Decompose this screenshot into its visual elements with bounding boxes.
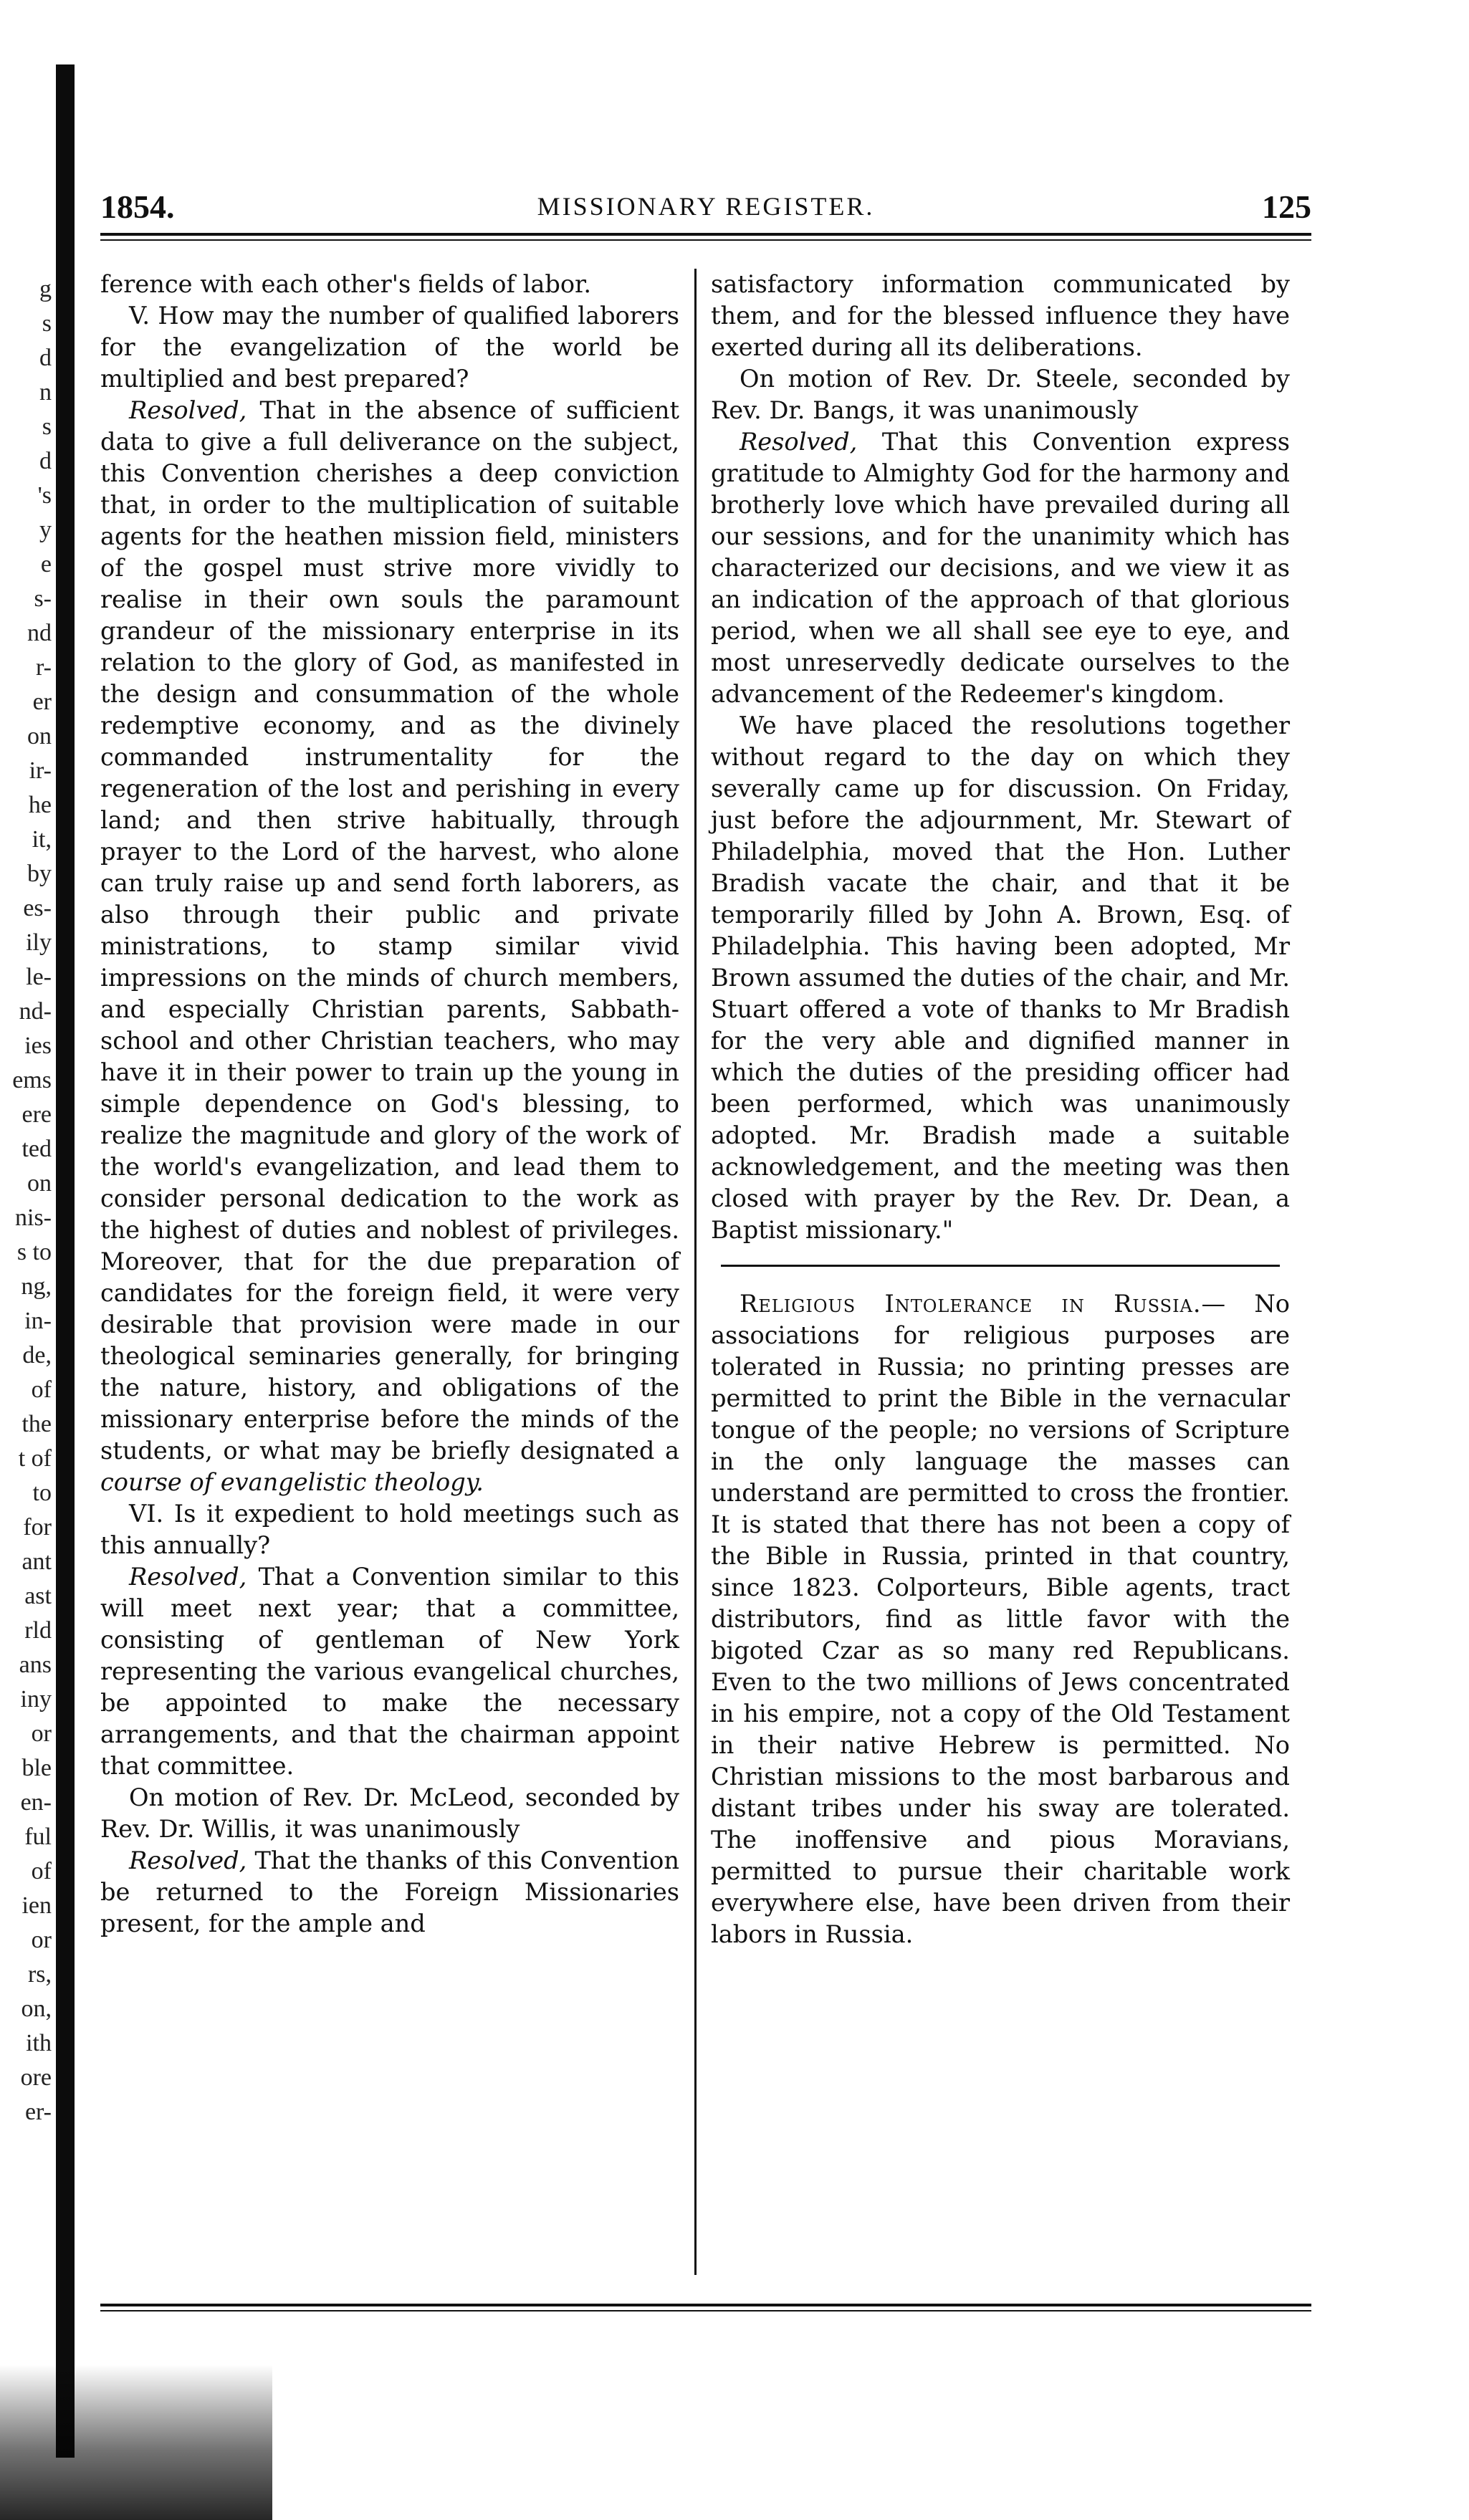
margin-fragment: or xyxy=(31,1720,52,1747)
resolution xyxy=(100,1845,679,1940)
book-spine-shadow xyxy=(56,64,75,2458)
margin-fragment: ore xyxy=(20,2064,52,2091)
header-rule xyxy=(100,233,1311,241)
margin-fragment: en- xyxy=(20,1789,52,1816)
margin-fragment: on, xyxy=(21,1996,52,2022)
margin-fragment: s xyxy=(42,310,52,337)
margin-fragment: ir- xyxy=(29,757,52,784)
margin-fragment: on xyxy=(27,1170,52,1197)
left-column xyxy=(100,269,679,1940)
header-year: 1854. xyxy=(100,188,175,225)
article-body: No associations for religious purposes are tolerated in Russia; no printing presses are permitted to print the Bible in the vernacular tongue of the people; no versions of Scripture in the only language the masses can understand are permitted to cross the frontier. It is stated that there has not been a copy of the Bible in Russia, printed in that country, since 1823. Colporteurs, Bible agents, tract distributors, find as little favor with the bigoted Czar as so many red Republicans. Even to the two millions of Jews concentrated in his empire, not a copy of the Old Testament in their native Hebrew is permitted. No Christian missions to the most barbarous and distant tribes under his sway are tolerated. The inoffensive and pious Moravians, permitted to pursue their charitable work everywhere else, have been driven from their labors in Russia. xyxy=(711,1290,1290,1948)
margin-fragment: iny xyxy=(20,1686,52,1712)
motion: On motion of Rev. Dr. Steele, seconded by Rev. Dr. Bangs, it was unanimously xyxy=(711,365,1290,424)
margin-fragment: es- xyxy=(23,895,52,921)
margin-fragment: d xyxy=(39,448,52,474)
margin-fragment: s xyxy=(42,413,52,440)
resolution-text: That the thanks of this Convention be returned to the Foreign Missionaries present, for the ample and xyxy=(100,1846,679,1937)
margin-fragment: by xyxy=(27,861,52,887)
resolution-text: That this Convention express gratitude to Almighty God for the harmony and brotherly love which have prevailed during all our sessions, and for the unanimity which has characterized our decisions, and we view it as an indication of the approach of that glorious period, when we all shall see eye to eye, and most unreservedly dedicate ourselves to the advancement of the Redeemer's kingdom. xyxy=(711,428,1290,708)
margin-fragment: of xyxy=(31,1858,52,1884)
margin-fragment: le- xyxy=(26,964,52,990)
question-five: V. How may the number of qualified laborers for the evangelization of the world be multiplied and best prepared? xyxy=(100,302,679,393)
article-heading: Religious Intolerance in Russia.— xyxy=(740,1290,1227,1318)
margin-fragment: it, xyxy=(32,826,52,853)
right-column xyxy=(711,269,1290,1950)
resolution-text: That in the absence of sufficient data to give a full deliverance on the subject, this Convention cherishes a deep conviction that, in order to the multiplication of suitable agents for the heathen mission field, ministers of the gospel must strive more vividly to realise in their own souls the paramount grandeur of the missionary enterprise in its relation to the glory of God, as manifested in the design and consummation of the whole redemptive economy, and as the divinely commanded instrumentality for the regeneration of the lost and perishing in every land; and then strive habitually, through prayer to the Lord of the harvest, who alone can truly raise up and send forth laborers, as also through their public and private ministrations, to stamp similar vivid impressions on the minds of church members, and especially Christian parents, Sabbath-school and other Christian teachers, who may have it in their power to train up the young in simple dependence on God's blessing, to realize the magnitude and glory of the work of the world's evangelization, and lead them to consider personal dedication to the work as the highest of duties and noblest of privileges. Moreover, that for the due preparation of candidates for the foreign field, it were very desirable that provision were made in our theological seminaries generally, for bringing the nature, history, and obligations of the missionary enterprise before the minds of the students, or what may be briefly designated a xyxy=(100,396,679,1465)
margin-fragment: t of xyxy=(18,1445,52,1472)
margin-fragment: rs, xyxy=(27,1961,52,1988)
footer-rule xyxy=(100,2304,1311,2311)
margin-fragment: ith xyxy=(26,2030,52,2056)
margin-fragment: ien xyxy=(21,1892,52,1919)
margin-fragment: d xyxy=(39,345,52,371)
margin-fragment: r- xyxy=(36,654,52,681)
margin-fragment: s to xyxy=(16,1239,52,1265)
bottom-scan-shadow xyxy=(0,2365,272,2520)
italic-phrase: course of evangelistic theology. xyxy=(100,1468,484,1496)
margin-fragment: rld xyxy=(24,1617,52,1644)
resolved-label: Resolved, xyxy=(129,396,247,424)
question-six: VI. Is it expedient to hold meetings such as this annually? xyxy=(100,1500,679,1559)
paragraph: ference with each other's fields of labor. xyxy=(100,270,592,298)
margin-fragment: er- xyxy=(24,2099,52,2125)
motion: On motion of Rev. Dr. McLeod, seconded by Rev. Dr. Willis, it was unanimously xyxy=(100,1783,679,1843)
margin-fragment: er xyxy=(32,689,52,715)
margin-fragment: of xyxy=(31,1376,52,1403)
header-title: MISSIONARY REGISTER. xyxy=(537,192,875,221)
margin-fragment: ans xyxy=(19,1652,52,1678)
margin-fragment: ems xyxy=(12,1067,52,1093)
margin-fragment: ily xyxy=(26,929,52,956)
facing-page-fragments xyxy=(0,272,52,2129)
resolution xyxy=(711,426,1290,710)
resolved-label: Resolved, xyxy=(129,1846,247,1874)
column-divider xyxy=(694,269,697,2275)
paragraph: satisfactory information communicated by them, and for the blessed influence they have exerted during all its deliberations. xyxy=(711,270,1290,361)
margin-fragment: ted xyxy=(21,1136,52,1162)
page-number: 125 xyxy=(1262,188,1311,225)
margin-fragment: the xyxy=(21,1411,52,1437)
margin-fragment: ere xyxy=(21,1101,52,1128)
resolution xyxy=(100,395,679,1498)
margin-fragment: for xyxy=(23,1514,52,1541)
margin-fragment: ful xyxy=(24,1824,52,1850)
margin-fragment: y xyxy=(39,517,52,543)
margin-fragment: de, xyxy=(22,1342,52,1369)
running-header xyxy=(100,161,1311,226)
resolution xyxy=(100,1561,679,1782)
margin-fragment: ng, xyxy=(21,1273,52,1300)
margin-fragment: to xyxy=(32,1480,52,1506)
margin-fragment: in- xyxy=(24,1308,52,1334)
margin-fragment: ble xyxy=(21,1755,52,1781)
margin-fragment: nis- xyxy=(15,1204,52,1231)
page xyxy=(100,161,1311,2325)
narrative: We have placed the resolutions together without regard to the day on which they severally came up for discussion. On Friday, just before the adjournment, Mr. Stewart of Philadelphia, moved that the Hon. Luther Bradish vacate the chair, and that it be temporarily filled by John A. Brown, Esq. of Philadelphia. This having been adopted, Mr Brown assumed the duties of the chair, and Mr. Stuart offered a vote of thanks to Mr Bradish for the very able and dignified manner in which the duties of the presiding officer had been performed, which was unanimously adopted. Mr. Bradish made a suitable acknowledgement, and the meeting was then closed with prayer by the Rev. Dr. Dean, a Baptist missionary." xyxy=(711,712,1290,1244)
margin-fragment: nd- xyxy=(19,998,52,1025)
margin-fragment: e xyxy=(40,551,52,578)
resolution-text: That a Convention similar to this will meet next year; that a committee, consisting of gentleman of New York representing the various evangelical churches, be appointed to make the necessary arrangements, and that the chairman appoint that committee. xyxy=(100,1563,679,1780)
margin-fragment: on xyxy=(27,723,52,749)
margin-fragment: he xyxy=(28,792,52,818)
margin-fragment: ies xyxy=(24,1033,52,1059)
article xyxy=(711,1288,1290,1950)
resolved-label: Resolved, xyxy=(740,428,858,456)
margin-fragment: ast xyxy=(24,1583,52,1609)
margin-fragment: or xyxy=(31,1927,52,1953)
margin-fragment: n xyxy=(39,379,52,406)
margin-fragment: ant xyxy=(21,1548,52,1575)
resolved-label: Resolved, xyxy=(129,1563,247,1591)
section-rule xyxy=(721,1265,1280,1267)
margin-fragment: nd xyxy=(27,620,52,646)
margin-fragment: s- xyxy=(34,585,52,612)
margin-fragment: g xyxy=(39,276,52,302)
margin-fragment: 's xyxy=(37,482,52,509)
